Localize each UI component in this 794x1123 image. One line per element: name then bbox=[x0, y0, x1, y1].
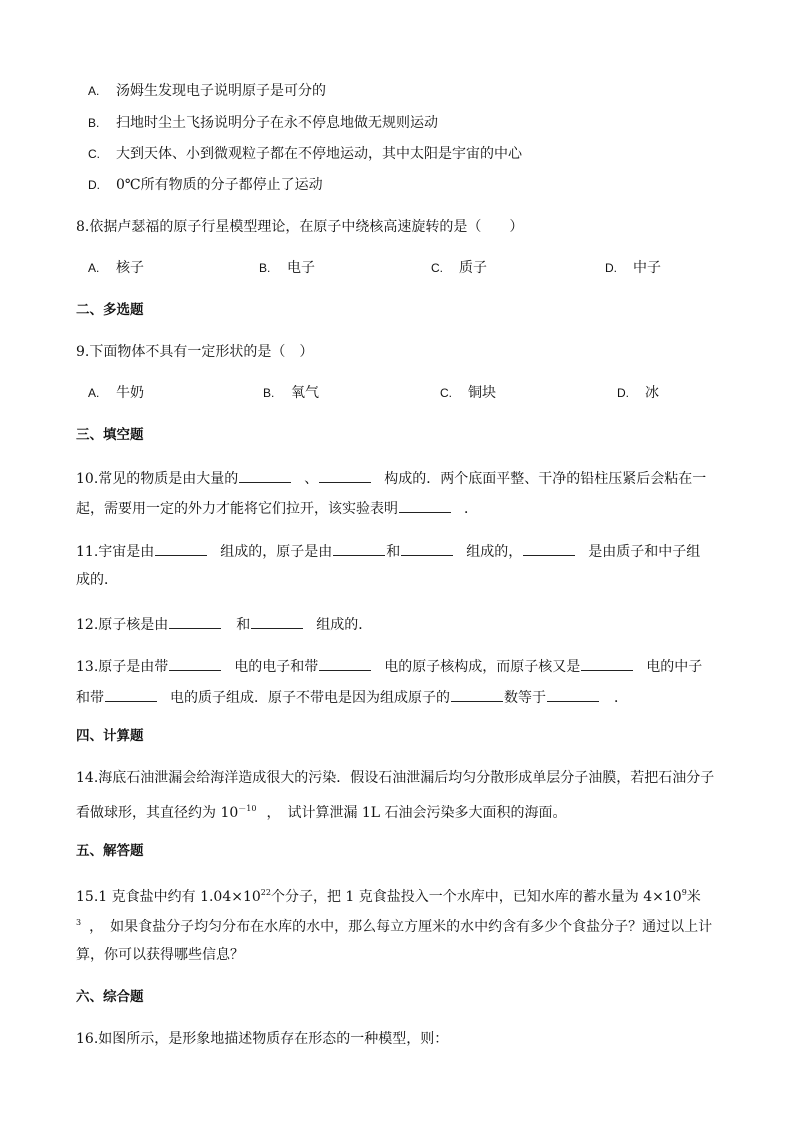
q15-text: 米 bbox=[686, 889, 701, 905]
option-letter: B. bbox=[263, 386, 275, 400]
answer-blank[interactable] bbox=[169, 614, 221, 629]
exponent: 9 bbox=[681, 888, 687, 897]
q8-option-b bbox=[259, 259, 315, 277]
q10-line2 bbox=[76, 498, 478, 518]
q13-text: 电的质子组成．原子不带电是因为组成原子的 bbox=[170, 690, 450, 706]
option-letter: A. bbox=[88, 386, 100, 400]
q13-text: 电的电子和带 bbox=[234, 659, 319, 675]
q13-text: 13.原子是由带 bbox=[76, 659, 169, 675]
exponent: 3 bbox=[76, 918, 82, 927]
q9-option-d bbox=[617, 384, 659, 402]
q10-text: ． bbox=[464, 501, 478, 517]
option-text: 汤姆生发现电子说明原子是可分的 bbox=[116, 83, 326, 99]
option-text: 氧气 bbox=[291, 385, 319, 401]
answer-blank[interactable] bbox=[319, 468, 371, 483]
section-heading-comprehensive: 六、综合题 bbox=[76, 989, 144, 1005]
q7-option-c bbox=[88, 145, 522, 163]
q12-text: 和 bbox=[236, 617, 251, 633]
option-text: 核子 bbox=[116, 260, 144, 276]
option-text: 电子 bbox=[287, 260, 315, 276]
option-letter: A. bbox=[88, 261, 100, 275]
q12-text: 组成的． bbox=[316, 617, 373, 633]
option-text: 铜块 bbox=[468, 385, 496, 401]
option-text: 中子 bbox=[633, 260, 661, 276]
answer-blank[interactable] bbox=[523, 541, 575, 556]
option-letter: B. bbox=[259, 261, 271, 275]
q13-text: ． bbox=[614, 690, 628, 706]
answer-blank[interactable] bbox=[451, 687, 503, 702]
q11-text: 组成的， bbox=[466, 544, 523, 560]
section-heading-calculation: 四、计算题 bbox=[76, 728, 144, 744]
section-heading-fill-blank: 三、填空题 bbox=[76, 427, 144, 443]
q9-option-c bbox=[440, 384, 496, 402]
q10-text: 、 bbox=[304, 471, 319, 487]
q8-stem: 8.依据卢瑟福的原子行星模型理论，在原子中绕核高速旋转的是（ ） bbox=[76, 219, 524, 235]
q8-option-a bbox=[88, 259, 144, 277]
q7-option-a bbox=[88, 82, 326, 100]
answer-blank[interactable] bbox=[333, 541, 385, 556]
option-text: 牛奶 bbox=[116, 385, 144, 401]
q15-line2 bbox=[76, 914, 712, 936]
answer-blank[interactable] bbox=[251, 614, 303, 629]
option-text: 质子 bbox=[459, 260, 487, 276]
q15-text: ， 如果食盐分子均匀分布在水库的水中，那么每立方厘米的水中约含有多少个食盐分子？通过以上计 bbox=[89, 919, 713, 935]
q14-text: 看做球形，其直径约为 10 bbox=[76, 805, 239, 821]
option-text: 冰 bbox=[645, 385, 659, 401]
section-heading-multiple-choice: 二、多选题 bbox=[76, 302, 144, 318]
section-heading-answer: 五、解答题 bbox=[76, 843, 144, 859]
q15-line1 bbox=[76, 884, 701, 906]
q7-option-d bbox=[88, 176, 323, 194]
q11-line1 bbox=[76, 541, 700, 561]
q14-line1: 14.海底石油泄漏会给海洋造成很大的污染．假设石油泄漏后均匀分散形成单层分子油膜，若把石油分子 bbox=[76, 770, 715, 786]
q11-line2: 成的． bbox=[76, 572, 118, 588]
option-text: 扫地时尘土飞扬说明分子在永不停息地做无规则运动 bbox=[116, 115, 438, 131]
option-text: 0℃所有物质的分子都停止了运动 bbox=[116, 177, 323, 193]
answer-blank[interactable] bbox=[105, 687, 157, 702]
q13-line2 bbox=[76, 687, 628, 707]
q15-line3: 算，你可以获得哪些信息？ bbox=[76, 947, 244, 963]
option-letter: C. bbox=[440, 386, 452, 400]
answer-blank[interactable] bbox=[399, 498, 451, 513]
option-text: 大到天体、小到微观粒子都在不停地运动，其中太阳是宇宙的中心 bbox=[116, 146, 522, 162]
q9-option-b bbox=[263, 384, 319, 402]
q10-text: 构成的．两个底面平整、干净的铅柱压紧后会粘在一 bbox=[384, 471, 707, 487]
answer-blank[interactable] bbox=[547, 687, 599, 702]
q15-text: 15.1 克食盐中约有 1.04×10 bbox=[76, 889, 261, 905]
answer-blank[interactable] bbox=[581, 656, 633, 671]
q9-option-a bbox=[88, 384, 144, 402]
q11-text: 11.宇宙是由 bbox=[76, 544, 155, 560]
option-letter: A. bbox=[88, 84, 100, 98]
option-letter: D. bbox=[617, 386, 629, 400]
q12-line1 bbox=[76, 614, 372, 634]
answer-blank[interactable] bbox=[239, 468, 291, 483]
q7-option-b bbox=[88, 114, 438, 132]
q10-line1 bbox=[76, 468, 706, 488]
q10-text: 起，需要用一定的外力才能将它们拉开，该实验表明 bbox=[76, 501, 398, 517]
q13-text: 电的中子 bbox=[646, 659, 703, 675]
q8-option-c bbox=[431, 259, 487, 277]
option-letter: D. bbox=[605, 261, 617, 275]
q13-text: 数等于 bbox=[504, 690, 546, 706]
answer-blank[interactable] bbox=[155, 541, 207, 556]
option-letter: C. bbox=[88, 147, 100, 161]
exponent: 22 bbox=[260, 888, 271, 897]
q10-text: 10.常见的物质是由大量的 bbox=[76, 471, 239, 487]
q15-text: 个分子，把 1 克食盐投入一个水库中，已知水库的蓄水量为 4×10 bbox=[270, 889, 682, 905]
option-letter: B. bbox=[88, 116, 100, 130]
q16-stem: 16.如图所示，是形象地描述物质存在形态的一种模型，则： bbox=[76, 1031, 449, 1047]
option-letter: D. bbox=[88, 178, 100, 192]
answer-blank[interactable] bbox=[401, 541, 453, 556]
q13-line1 bbox=[76, 656, 702, 676]
q13-text: 电的原子核构成，而原子核又是 bbox=[384, 659, 581, 675]
answer-blank[interactable] bbox=[319, 656, 371, 671]
answer-blank[interactable] bbox=[169, 656, 221, 671]
q14-text: ， 试计算泄漏 1L 石油会污染多大面积的海面。 bbox=[266, 805, 567, 821]
q14-line2 bbox=[76, 800, 567, 822]
q13-text: 和带 bbox=[76, 690, 104, 706]
q11-text: 和 bbox=[386, 544, 401, 560]
q11-text: 组成的，原子是由 bbox=[220, 544, 333, 560]
q12-text: 12.原子核是由 bbox=[76, 617, 169, 633]
q11-text: 是由质子和中子组 bbox=[588, 544, 701, 560]
option-letter: C. bbox=[431, 261, 443, 275]
q9-stem: 9.下面物体不具有一定形状的是（ ） bbox=[76, 344, 314, 360]
exponent: －10 bbox=[238, 804, 257, 813]
q8-option-d bbox=[605, 259, 661, 277]
